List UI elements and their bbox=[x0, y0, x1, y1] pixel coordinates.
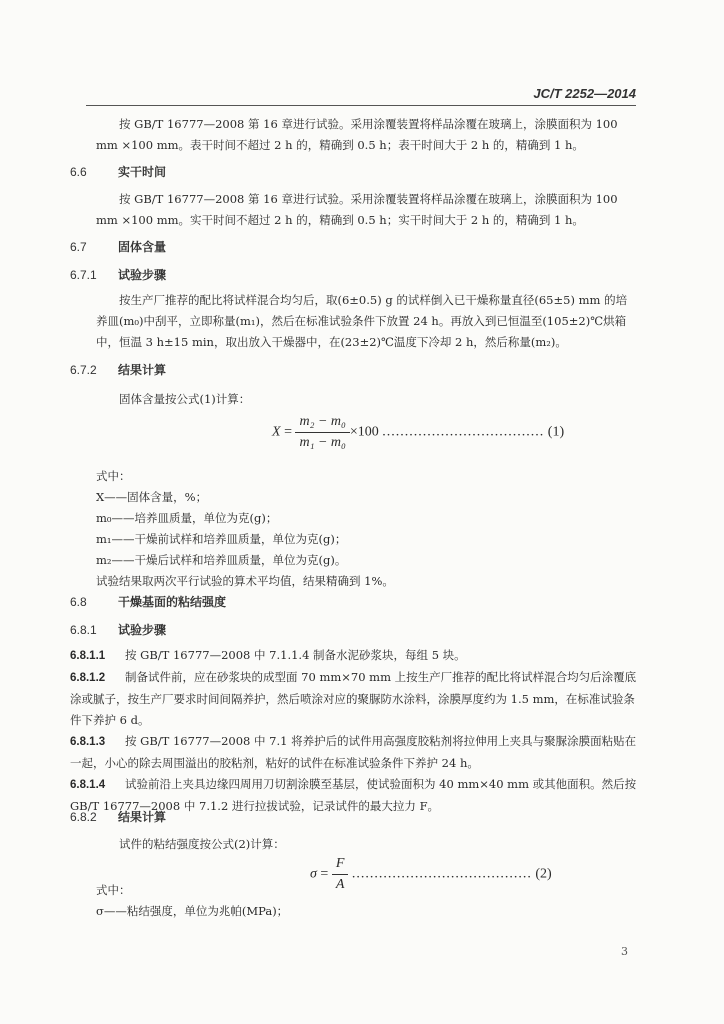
surface-dry-paragraph bbox=[96, 114, 636, 156]
formula-numerator: m₂ − m₀ bbox=[295, 414, 349, 433]
heading-number: 6.8 bbox=[70, 595, 87, 609]
formula-fraction bbox=[295, 414, 349, 451]
heading-number: 6.7 bbox=[70, 240, 87, 254]
formula-denominator: m₁ − m₀ bbox=[299, 435, 346, 450]
formula-multiplier: ×100 bbox=[349, 424, 379, 440]
formula-fraction bbox=[332, 856, 349, 893]
list-item bbox=[70, 731, 640, 774]
formula-leader-dots: ........................................ bbox=[351, 866, 532, 882]
heading-title: 实干时间 bbox=[118, 165, 167, 179]
definition-line: m₂——干燥后试样和培养皿质量，单位为克(g)。 bbox=[96, 553, 347, 567]
section-6-8-1-items bbox=[70, 645, 640, 817]
formula-lhs: σ bbox=[310, 866, 317, 882]
item-number: 6.8.1.3 bbox=[70, 736, 106, 748]
section-6-7-1-paragraph bbox=[96, 290, 636, 353]
heading-number: 6.6 bbox=[70, 165, 87, 179]
formula-2-definitions bbox=[96, 880, 288, 922]
heading-6-7-2 bbox=[70, 361, 166, 378]
item-number: 6.8.1.1 bbox=[70, 650, 106, 662]
heading-title: 试验步骤 bbox=[118, 268, 167, 282]
formula-1-definitions bbox=[96, 466, 394, 592]
list-item bbox=[70, 645, 640, 667]
heading-6-8-1 bbox=[70, 621, 166, 638]
heading-6-7-1 bbox=[70, 266, 166, 283]
item-number: 6.8.1.4 bbox=[70, 779, 106, 791]
where-label: 式中： bbox=[96, 883, 131, 897]
heading-6-6 bbox=[70, 163, 166, 180]
formula-denominator: A bbox=[335, 877, 345, 892]
heading-number: 6.8.1 bbox=[70, 623, 97, 637]
heading-number: 6.7.2 bbox=[70, 363, 97, 377]
heading-6-7 bbox=[70, 238, 166, 255]
formula-label: (1) bbox=[547, 424, 565, 440]
item-text: 按 GB/T 16777—2008 中 7.1.1.4 制备水泥砂浆块，每组 5 块。 bbox=[125, 648, 466, 662]
heading-number: 6.7.1 bbox=[70, 268, 97, 282]
formula-1-intro bbox=[96, 389, 636, 410]
header-rule bbox=[86, 105, 636, 106]
paragraph-text: 固体含量按公式(1)计算： bbox=[119, 392, 251, 406]
paragraph-text: 按生产厂推荐的配比将试样混合均匀后，取(6±0.5) g 的试样倒入已干燥称量直径(65±5) mm 的培养皿(m₀)中刮平，立即称量(m₁)，然后在标准试验条件下放置 24 h。再放入到已恒温至(105±2)℃烘箱中，恒温 3 h±15 min，取出放入干燥器中，在(23±2)℃温度下冷却 2 h，然后称量(m₂)。 bbox=[96, 293, 628, 349]
formula-label: (2) bbox=[535, 866, 552, 882]
paragraph-text: 试件的粘结强度按公式(2)计算： bbox=[119, 837, 285, 851]
paragraph-text: 按 GB/T 16777—2008 第 16 章进行试验。采用涂覆装置将样品涂覆在玻璃上，涂膜面积为 100 mm ×100 mm。表干时间不超过 2 h 的，精确到 0.5 h；表干时间大于 2 h 的，精确到 1 h。 bbox=[96, 117, 618, 152]
paragraph-text: 按 GB/T 16777—2008 第 16 章进行试验。采用涂覆装置将样品涂覆在玻璃上，涂膜面积为 100 mm ×100 mm。实干时间不超过 2 h 的，精确到 0.5 h；实干时间大于 2 h 的，精确到 1 h。 bbox=[96, 192, 618, 227]
formula-2: σ = $\frac{F}{A}$ ........................................ (2) bbox=[310, 856, 552, 892]
heading-title: 结果计算 bbox=[118, 810, 167, 824]
heading-title: 干燥基面的粘结强度 bbox=[118, 595, 227, 609]
item-text: 制备试件前，应在砂浆块的成型面 70 mm×70 mm 上按生产厂推荐的配比将试样混合均匀后涂覆底涂或腻子，按生产厂要求时间间隔养护，然后喷涂对应的聚脲防水涂料，涂膜厚度约为 1.5 mm，在标准试验条件下养护 6 d。 bbox=[70, 670, 637, 727]
heading-6-8-2 bbox=[70, 808, 166, 825]
result-note: 试验结果取两次平行试验的算术平均值，结果精确到 1%。 bbox=[96, 574, 394, 588]
definition-line: X——固体含量，%； bbox=[96, 490, 208, 504]
formula-2-intro bbox=[96, 834, 636, 855]
formula-numerator: F bbox=[332, 856, 349, 875]
item-number: 6.8.1.2 bbox=[70, 672, 106, 684]
heading-6-8 bbox=[70, 593, 226, 610]
heading-title: 结果计算 bbox=[118, 363, 167, 377]
formula-leader-dots: .................................... bbox=[382, 424, 545, 440]
list-item bbox=[70, 667, 640, 731]
item-text: 试验前沿上夹具边缘四周用刀切割涂膜至基层，使试验面积为 40 mm×40 mm 或其他面积。然后按 GB/T 16777—2008 中 7.1.2 进行拉拔试验，记录试件的最大拉力 F。 bbox=[70, 777, 637, 813]
heading-title: 试验步骤 bbox=[118, 623, 167, 637]
definition-line: σ——粘结强度，单位为兆帕(MPa)； bbox=[96, 904, 289, 918]
section-6-6-paragraph bbox=[96, 189, 636, 231]
item-text: 按 GB/T 16777—2008 中 7.1 将养护后的试件用高强度胶粘剂将拉伸用上夹具与聚脲涂膜面粘贴在一起，小心的除去周围溢出的胶粘剂，粘好的试件在标准试验条件下养护 24 h。 bbox=[70, 734, 637, 770]
standard-number: JC/T 2252—2014 bbox=[533, 86, 636, 101]
page-number: 3 bbox=[621, 945, 628, 958]
formula-lhs: X bbox=[272, 424, 281, 440]
definition-line: m₁——干燥前试样和培养皿质量，单位为克(g)； bbox=[96, 532, 347, 546]
heading-title: 固体含量 bbox=[118, 240, 167, 254]
heading-number: 6.8.2 bbox=[70, 810, 97, 824]
formula-1: X = $\frac{\text{m₂ − m₀}}{\text{m₁ − m₀}}$ ×100 .................................... (1) bbox=[272, 414, 565, 450]
definition-line: m₀——培养皿质量，单位为克(g)； bbox=[96, 511, 278, 525]
where-label: 式中： bbox=[96, 469, 131, 483]
